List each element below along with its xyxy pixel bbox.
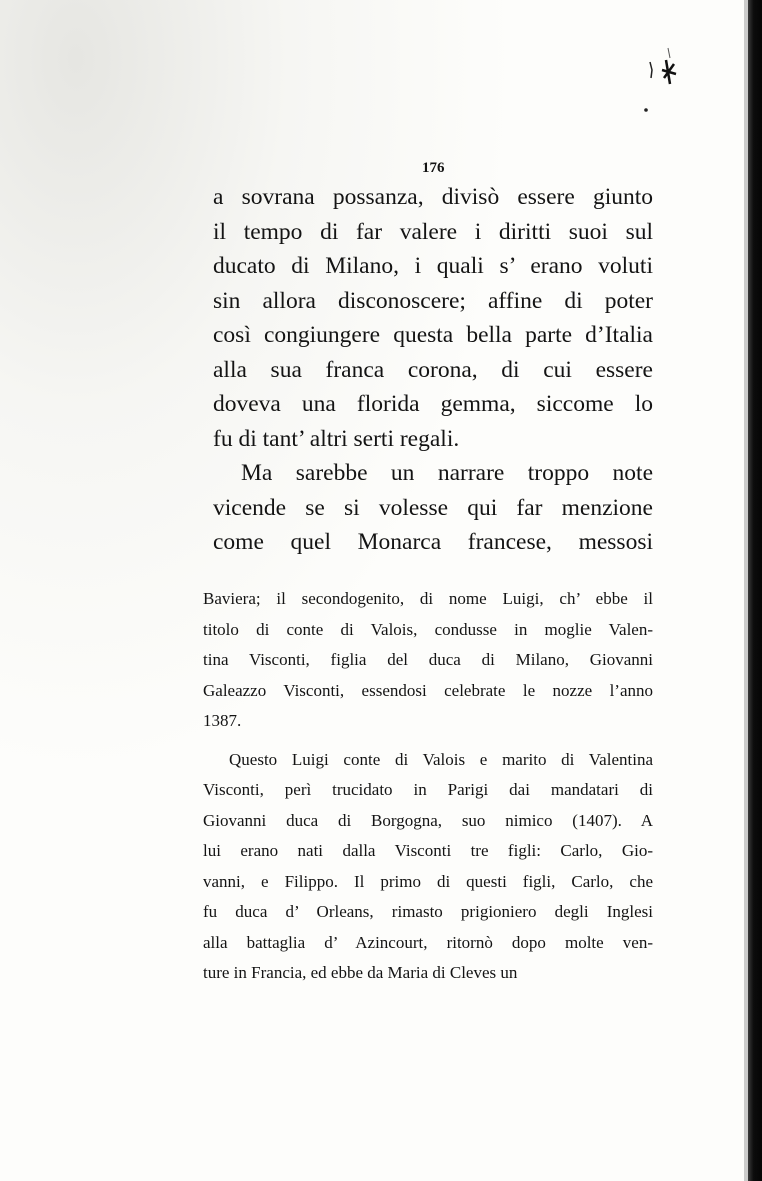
main-text: [213, 180, 653, 560]
text-line: così congiungere questa bella parte d’Italia: [213, 322, 653, 348]
footnote-line: Visconti, perì trucidato in Parigi dai mandatari di: [203, 780, 653, 799]
footnote-line: tina Visconti, figlia del duca di Milano, Giovanni: [203, 650, 653, 669]
text-line: come quel Monarca francese, messosi: [213, 529, 653, 555]
library-stamp-mark: [640, 40, 690, 120]
footnote-line: vanni, e Filippo. Il primo di questi figli, Carlo, che: [203, 871, 653, 891]
page-number: 176: [422, 160, 445, 176]
text-line: ducato di Milano, i quali s’ erano voluti: [213, 253, 653, 279]
footnote-line: Baviera; il secondogenito, di nome Luigi, ch’ ebbe il: [203, 589, 653, 608]
text-line: fu di tant’ altri serti regali.: [213, 425, 460, 452]
text-line: a sovrana possanza, divisò essere giunto: [213, 184, 653, 210]
footnote-line: alla battaglia d’ Azincourt, ritornò dopo molte ven-: [203, 932, 653, 952]
footnote-line: lui erano nati dalla Visconti tre figli: Carlo, Gio-: [203, 841, 653, 860]
page-edge-scan-border: [748, 0, 762, 1181]
text-line: sin allora disconoscere; affine di poter: [213, 287, 653, 314]
footnote-line: Giovanni duca di Borgogna, suo nimico (1407). A: [203, 810, 653, 830]
footnote-line: Questo Luigi conte di Valois e marito di Valentina: [229, 749, 653, 769]
text-line: il tempo di far valere i diritti suoi sul: [213, 218, 653, 245]
footnote-line: ture in Francia, ed ebbe da Maria di Cleves un: [203, 963, 518, 982]
footnote-line: fu duca d’ Orleans, rimasto prigioniero degli Inglesi: [203, 902, 653, 921]
text-line: Ma sarebbe un narrare troppo note: [241, 460, 653, 486]
text-line: vicende se si volesse qui far menzione: [213, 494, 653, 521]
text-line: doveva una florida gemma, siccome lo: [213, 391, 653, 417]
footnote-line: Galeazzo Visconti, essendosi celebrate le nozze l’anno: [203, 680, 653, 700]
footnotes: [203, 584, 653, 989]
footnote-line: titolo di conte di Valois, condusse in moglie Valen-: [203, 619, 653, 639]
text-line: alla sua franca corona, di cui essere: [213, 356, 653, 383]
footnote-line: 1387.: [203, 711, 242, 730]
